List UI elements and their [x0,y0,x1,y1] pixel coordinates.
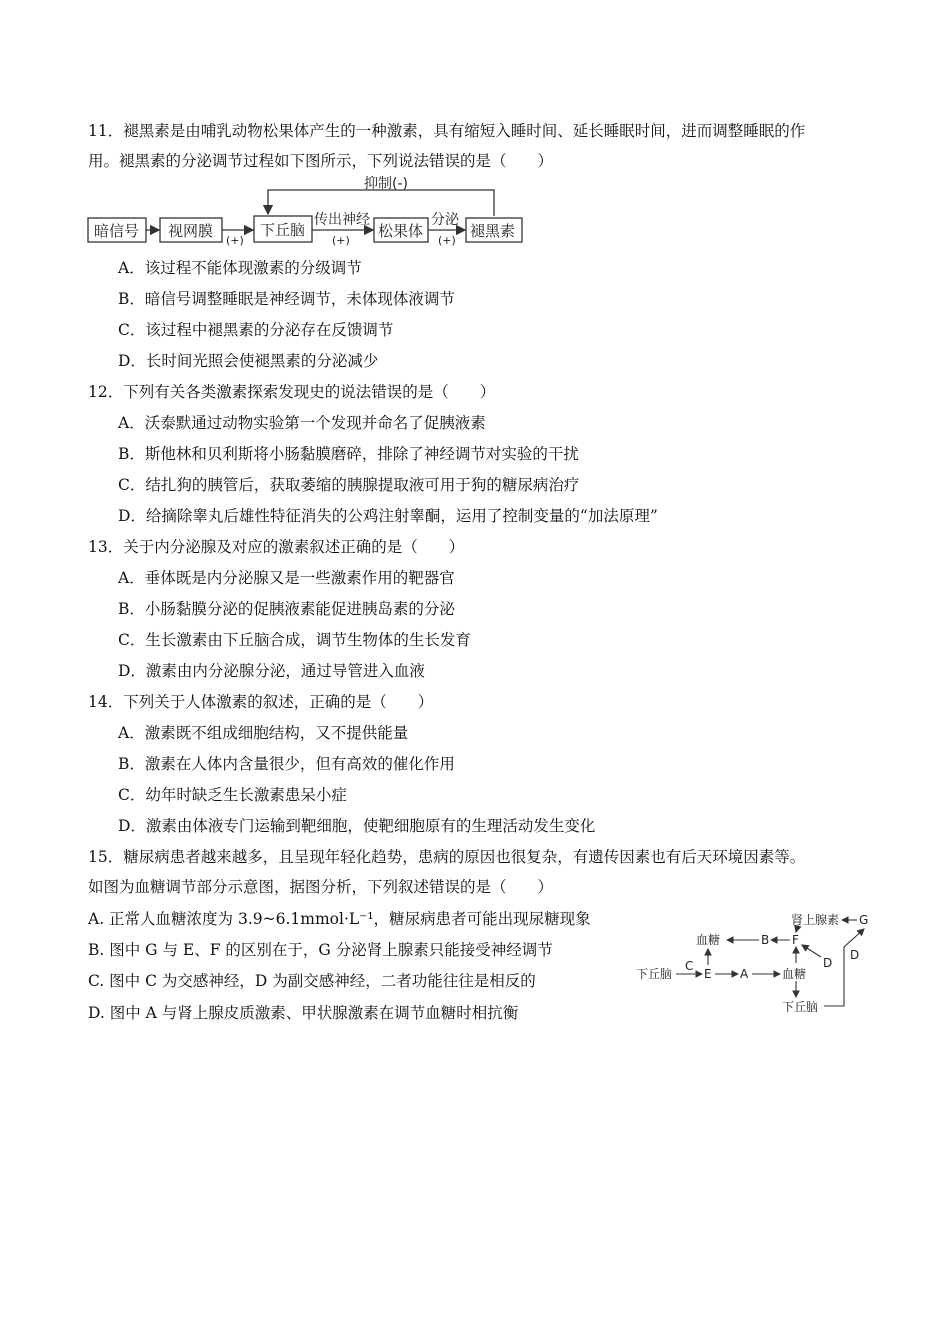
label-a: A [740,967,749,981]
q14-option-b: B．激素在人体内含量很少，但有高效的催化作用 [118,755,455,773]
q15-option-c: C. 图中 C 为交感神经，D 为副交感神经，二者功能往往是相反的 [88,972,536,990]
box-melatonin-label: 褪黑素 [470,222,516,240]
arrow-3-label: 传出神经 [314,212,370,228]
box-pineal-label: 松果体 [378,222,424,240]
feedback-label: 抑制(-) [364,176,408,192]
arrow-4-sign: (+) [438,234,456,247]
q11-stem-line1: 11．褪黑素是由哺乳动物松果体产生的一种激素，具有缩短入睡时间、延长睡眠时间，进而调整睡眠的作 [88,122,806,140]
box-retina-label: 视网膜 [168,222,214,240]
q13-stem: 13．关于内分泌腺及对应的激素叙述正确的是（ ） [88,538,465,556]
box-dark-signal-label: 暗信号 [94,222,140,240]
q15-stem-line2: 如图为血糖调节部分示意图，据图分析，下列叙述错误的是（ ） [88,878,554,896]
q14-option-a: A．激素既不组成细胞结构，又不提供能量 [118,724,409,742]
q15-option-b: B. 图中 G 与 E、F 的区别在于，G 分泌肾上腺素只能接受神经调节 [88,941,553,959]
q15-option-a: A. 正常人血糖浓度为 3.9~6.1mmol·L⁻¹，糖尿病患者可能出现尿糖现象 [88,910,591,928]
feedback-line [268,190,494,216]
label-e: E [704,967,712,981]
q12-stem: 12．下列有关各类激素探索发现史的说法错误的是（ ） [88,383,496,401]
box-hypothalamus-label: 下丘脑 [260,221,306,239]
q12-option-d: D．给摘除睾丸后雄性特征消失的公鸡注射睾酮，运用了控制变量的“加法原理” [118,507,658,525]
q13-option-c: C．生长激素由下丘脑合成，调节生物体的生长发育 [118,631,471,649]
label-f: F [792,933,799,947]
label-d1: D [823,956,833,970]
q12-option-a: A．沃泰默通过动物实验第一个发现并命名了促胰液素 [118,414,486,432]
arrow-4-label: 分泌 [431,212,459,228]
arrow-d1-f [802,945,821,957]
label-d2: D [850,948,860,962]
label-blood-sugar-right: 血糖 [782,967,807,981]
label-g: G [859,913,869,927]
label-c: C [685,959,694,973]
q11-option-b: B．暗信号调整睡眠是神经调节，未体现体液调节 [118,290,455,308]
label-b: B [761,933,770,947]
q14-stem: 14．下列关于人体激素的叙述，正确的是（ ） [88,693,434,711]
arrow-3-sign: (+) [332,234,350,247]
q11-option-d: D．长时间光照会使褪黑素的分泌减少 [118,352,379,370]
q13-option-d: D．激素由内分泌腺分泌，通过导管进入血液 [118,662,425,680]
q11-option-a: A．该过程不能体现激素的分级调节 [118,259,362,277]
arrow-2-sign: (+) [226,234,244,247]
q11-option-c: C．该过程中褪黑素的分泌存在反馈调节 [118,321,394,339]
blood-sugar-regulation-diagram [630,905,880,1020]
q11-stem-line2: 用。褪黑素的分泌调节过程如下图所示，下列说法错误的是（ ） [88,152,554,170]
label-blood-sugar-top: 血糖 [696,933,721,947]
q15-option-d: D. 图中 A 与肾上腺皮质激素、甲状腺激素在调节血糖时相抗衡 [88,1004,519,1022]
q12-option-b: B．斯他林和贝利斯将小肠黏膜磨碎，排除了神经调节对实验的干扰 [118,445,579,463]
q14-option-c: C．幼年时缺乏生长激素患呆小症 [118,786,347,804]
q13-option-a: A．垂体既是内分泌腺又是一些激素作用的靶器官 [118,569,455,587]
q15-stem-line1: 15．糖尿病患者越来越多，且呈现年轻化趋势，患病的原因也很复杂，有遗传因素也有后天环境因素等。 [88,848,806,866]
q14-option-d: D．激素由体液专门运输到靶细胞，使靶细胞原有的生理活动发生变化 [118,817,596,835]
label-hypothalamus-right: 下丘脑 [782,1000,819,1014]
q12-option-c: C．结扎狗的胰管后，获取萎缩的胰腺提取液可用于狗的糖尿病治疗 [118,476,580,494]
q13-option-b: B．小肠黏膜分泌的促胰液素能促进胰岛素的分泌 [118,600,455,618]
label-hypothalamus-left: 下丘脑 [636,967,673,981]
label-adrenaline: 肾上腺素 [791,913,840,927]
melatonin-regulation-diagram [86,176,536,248]
